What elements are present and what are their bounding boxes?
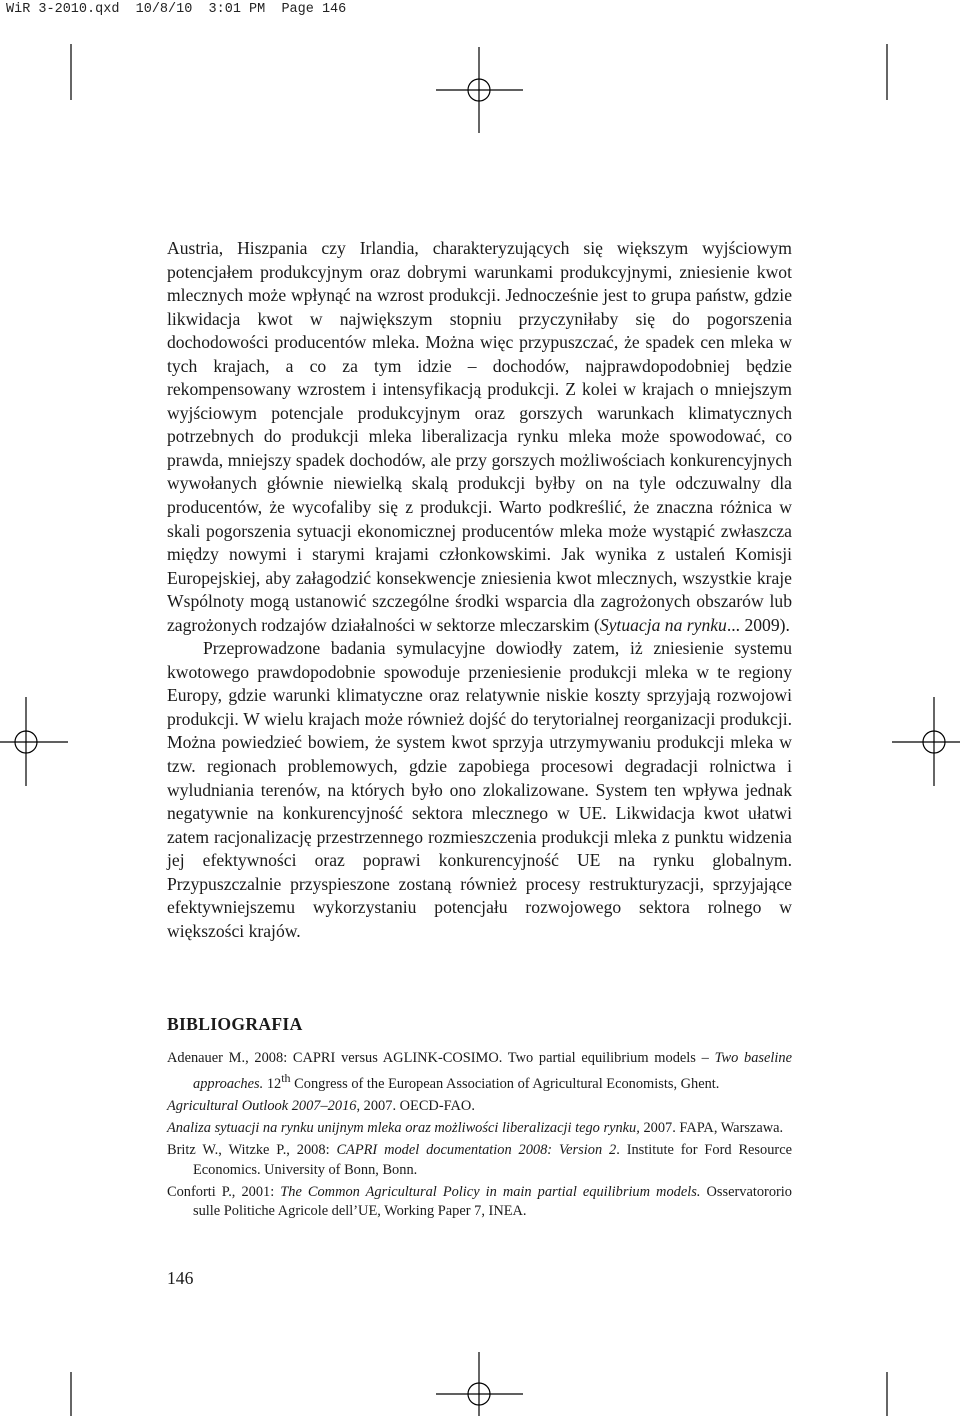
registration-target-left: [0, 697, 68, 786]
paragraph-1: Austria, Hiszpania czy Irlandia, charakteryzujących się większym wyjściowym potencjałem produkcyjnym oraz dobrymi warunkami produkcyjnymi, zniesienie kwot mlecznych może wpłynąć na wzrost produkcji. Jednocześnie jest to grupa państw, gdzie likwidacja kwot w największym stopniu przyczyniłaby się do pogorszenia dochodowości producentów mleka. Można więc przypuszczać, że spadek cen mleka w tych krajach, a co za tym idzie – dochodów, najprawdopodobniej będzie rekompensowany wzrostem i intensyfikacją produkcji. Z kolei w krajach o mniejszym wyjściowym potencjale produkcyjnym oraz gorszych warunkach klimatycznych potrzebnych do produkcji mleka liberalizacja rynku mleka może spowodować, co prawda, mniejszy spadek dochodów, ale przy gorszych możliwościach konkurencyjnych wywołanych głównie niewielką skalą produkcji byłby on na tyle odczuwalny dla producentów, że wycofaliby się z produkcji. Warto podkreślić, że znaczna różnica w skali pogorszenia sytuacji ekonomicznej producentów mleka może wystąpić zwłaszcza między nowymi i starymi krajami członkowskimi. Jak wynika z ustaleń Komisji Europejskiej, aby załagodzić konsekwencje zniesienia kwot mlecznych, wszystkie kraje Wspólnoty mogą ustanowić szczególne środki wsparcia dla zagrożonych obszarów lub zagrożonych rodzajów działalności w sektorze mleczarskim (Sytuacja na rynku... 2009).: [167, 238, 792, 635]
bibliography-entry: Britz W., Witzke P., 2008: CAPRI model documentation 2008: Version 2. Institute for Ford Resource Economics. University of Bonn, Bonn.: [167, 1141, 792, 1178]
bibliography-entry: Conforti P., 2001: The Common Agricultural Policy in main partial equilibrium models. Osservatororio sulle Politiche Agricole dell’UE, Working Paper 7, INEA.: [167, 1183, 792, 1220]
citation-title: Sytuacja na rynku: [599, 614, 727, 635]
registration-target-top: [436, 47, 523, 133]
main-text: [167, 237, 792, 943]
bibliography-entry: Adenauer M., 2008: CAPRI versus AGLINK-COSIMO. Two partial equilibrium models – Two baseline approaches. 12th Congress of the European Association of Agricultural Economists, Ghent.: [167, 1050, 792, 1092]
file-slug: WiR 3-2010.qxd 10/8/10 3:01 PM Page 146: [6, 2, 347, 17]
page-number: 146: [167, 1268, 194, 1288]
bibliography-list: [167, 1049, 792, 1225]
bibliography-entry: Agricultural Outlook 2007–2016, 2007. OECD-FAO.: [167, 1097, 475, 1114]
paragraph-2: Przeprowadzone badania symulacyjne dowiodły zatem, iż zniesienie systemu kwotowego prawdopodobnie spowoduje przeniesienie produkcji mleka w te regiony Europy, gdzie warunki klimatyczne oraz relatywnie niskie koszty sprzyjają rozwojowi produkcji. W wielu krajach może również dojść do terytorialnej reorganizacji produkcji. Można powiedzieć bowiem, że system kwot sprzyja utrzymywaniu produkcji mleka w tzw. regionach problemowych, gdzie zapobiega procesowi degradacji rolnictwa i wyludniania terenów, na których było ono zlokalizowane. System ten wpływa jednak negatywnie na konkurencyjność sektora mlecznego w UE. Likwidacja kwot ułatwi zatem racjonalizację przestrzennego rozmieszczenia produkcji mleka z punktu widzenia jej efektywności oraz poprawi konkurencyjność UE na rynku globalnym. Przypuszczalnie przyspieszone zostaną również procesy restrukturyzacji, sprzyjające efektywniejszemu wykorzystaniu potencjału rozwojowego sektora rolnego w większości krajów.: [167, 638, 792, 941]
bibliography-heading: BIBLIOGRAFIA: [167, 1014, 303, 1034]
bibliography-entry: Analiza sytuacji na rynku unijnym mleka oraz możliwości liberalizacji tego rynku, 2007. FAPA, Warszawa.: [167, 1119, 784, 1136]
registration-target-bottom: [436, 1352, 523, 1416]
registration-target-right: [892, 697, 960, 786]
